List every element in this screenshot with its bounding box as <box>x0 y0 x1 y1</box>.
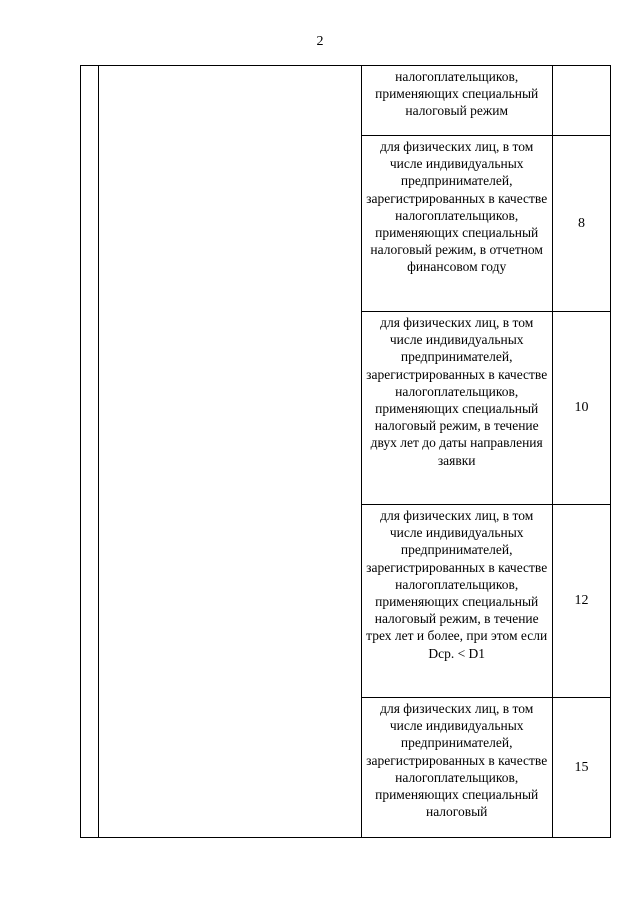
score-value: 10 <box>552 312 610 505</box>
score-value <box>552 66 610 136</box>
score-value: 8 <box>552 136 610 312</box>
empty-cell-col2 <box>99 66 361 838</box>
criterion-description: для физических лиц, в том числе индивидуальных предпринимателей, зарегистрированных в качестве налогоплательщиков, применяющих специальный налоговый <box>361 698 552 838</box>
score-value: 15 <box>552 698 610 838</box>
page-number: 2 <box>316 34 324 49</box>
score-value: 12 <box>552 505 610 698</box>
criteria-table <box>80 65 611 838</box>
criterion-description: для физических лиц, в том числе индивидуальных предпринимателей, зарегистрированных в качестве налогоплательщиков, применяющих специальный налоговый режим, в течение двух лет до даты направления заявки <box>361 312 552 505</box>
criterion-description: налогоплательщиков, применяющих специальный налоговый режим <box>361 66 552 136</box>
table-row <box>81 66 611 136</box>
criterion-description: для физических лиц, в том числе индивидуальных предпринимателей, зарегистрированных в качестве налогоплательщиков, применяющих специальный налоговый режим, в отчетном финансовом году <box>361 136 552 312</box>
criterion-description: для физических лиц, в том числе индивидуальных предпринимателей, зарегистрированных в качестве налогоплательщиков, применяющих специальный налоговый режим, в течение трех лет и более, при этом если Dср. < D1 <box>361 505 552 698</box>
empty-cell-col1 <box>81 66 99 838</box>
